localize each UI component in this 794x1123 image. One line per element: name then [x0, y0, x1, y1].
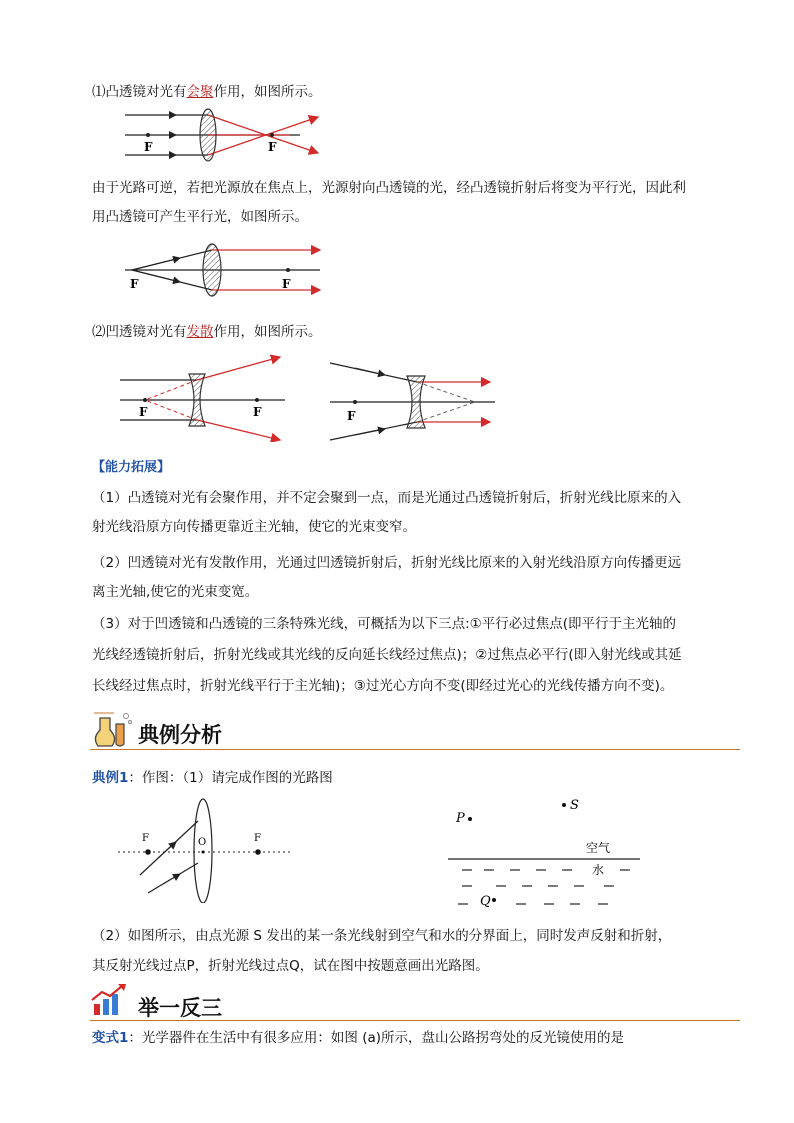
statement-text-end: 作用，如图所示。 [213, 324, 322, 340]
reversibility-paragraph-1: 由于光路可逆，若把光源放在焦点上，光源射向凸透镜的光，经凸透镜折射后将变为平行光，因此利 [92, 180, 686, 196]
svg-text:F: F [144, 140, 153, 154]
ability-point-3-cont: 光线经透镜折射后，折射光线或其光线的反向延长线经过焦点)；②过焦点必平行(即入射光线或其延 [92, 647, 682, 663]
svg-text:F: F [282, 277, 291, 291]
section-divider [90, 749, 740, 750]
ability-point-1: （1）凸透镜对光有会聚作用，并不定会聚到一点，而是光通过凸透镜折射后，折射光线比原来的入 [92, 490, 682, 506]
concave-lens-diverge-figure [115, 352, 290, 442]
ability-point-2: （2）凹透镜对光有发散作用，光通过凹透镜折射后，折射光线比原来的入射光线沿原方向传播更远 [92, 555, 682, 571]
example-label: 典例1 [92, 770, 129, 786]
statement-text: ⑵凹透镜对光有 [92, 324, 187, 340]
svg-text:O: O [198, 837, 207, 848]
svg-text:Q: Q [480, 894, 491, 909]
ability-point-3: （3）对于凹透镜和凸透镜的三条特殊光线，可概括为以下三点:①平行必过焦点(即平行于主光轴的 [92, 616, 677, 632]
svg-text:F: F [142, 833, 149, 844]
ability-point-2-cont: 离主光轴,使它的光束变宽。 [92, 584, 259, 600]
svg-text:F: F [268, 140, 277, 154]
svg-text:F: F [254, 833, 261, 844]
example-question-2-cont: 其反射光线过点P，折射光线过点Q，试在图中按题意画出光路图。 [92, 958, 489, 974]
convex-lens [200, 109, 216, 161]
svg-text:水: 水 [592, 863, 605, 877]
convex-lens-parallel-figure [120, 240, 330, 300]
practice-text: ：光学器件在生活中有很多应用：如图 (a)所示，盘山公路拐弯处的反光镜使用的是 [128, 1030, 625, 1046]
ability-point-1-cont: 射光线沿原方向传播更靠近主光轴，使它的光束变窄。 [92, 519, 416, 535]
reversibility-paragraph-2: 用凸透镜可产生平行光，如图所示。 [92, 209, 308, 225]
svg-text:F: F [139, 405, 148, 419]
svg-text:S: S [570, 798, 579, 813]
air-water-figure [448, 792, 648, 917]
example-section-title: 典例分析 [138, 723, 222, 747]
svg-text:F: F [130, 277, 139, 291]
keyword-diverge: 发散 [186, 324, 214, 340]
convex-lens-converge-figure [120, 105, 330, 165]
statement-text: ⑴凸透镜对光有 [92, 84, 187, 100]
ability-heading: 【能力拓展】 [92, 460, 171, 475]
section-divider [90, 1020, 740, 1021]
example-intro-text: ：作图：（1）请完成作图的光路图 [128, 770, 333, 786]
practice-label: 变式1 [92, 1030, 129, 1046]
example-lens-figure [118, 795, 298, 903]
statement-text-end: 作用，如图所示。 [213, 84, 322, 100]
refracted-ray [208, 117, 318, 155]
svg-text:空气: 空气 [586, 841, 611, 855]
lab-flask-icon [90, 708, 134, 750]
refracted-ray [208, 115, 318, 153]
convex-lens-statement [92, 82, 322, 102]
practice-1 [92, 1028, 624, 1048]
example-question-2: （2）如图所示，由点光源 S 发出的某一条光线射到空气和水的分界面上，同时发声反射和折射， [92, 928, 672, 944]
concave-lens-parallel-figure [325, 358, 500, 443]
concave-lens-statement [92, 322, 322, 342]
svg-text:F: F [347, 409, 356, 423]
keyword-converge: 会聚 [186, 84, 214, 100]
growth-chart-icon [90, 982, 130, 1018]
ability-point-3-cont2: 长线经过焦点时，折射光线平行于主光轴)；③过光心方向不变(即经过光心的光线传播方向不变)。 [92, 678, 674, 694]
svg-text:P: P [456, 811, 465, 826]
svg-text:F: F [253, 405, 262, 419]
practice-section-title: 举一反三 [138, 996, 222, 1020]
example-1-intro [92, 768, 333, 788]
